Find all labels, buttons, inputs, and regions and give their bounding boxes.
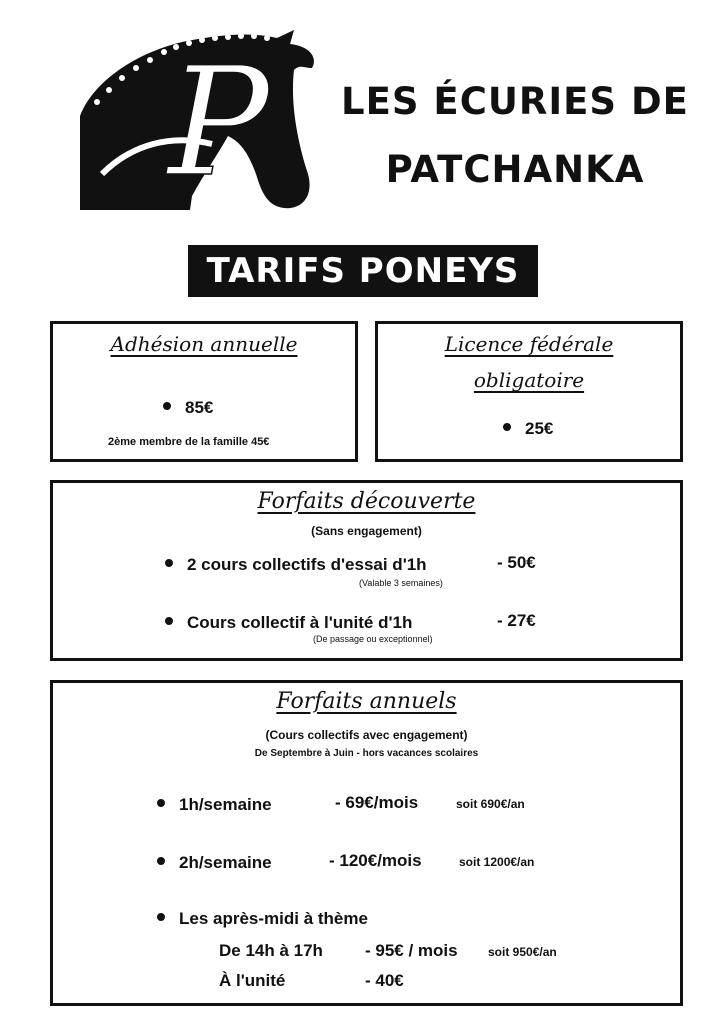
annuels-item-price: - 120€/mois: [329, 851, 422, 870]
horse-head-logo-icon: [72, 24, 322, 216]
decouverte-item-price: - 27€: [497, 611, 536, 630]
annuels-period: De Septembre à Juin - hors vacances scolaires: [254, 748, 479, 759]
licence-title-line2: obligatoire: [473, 368, 585, 392]
theme-row-note: soit 950€/an: [488, 945, 557, 959]
annuels-item-label: 1h/semaine: [179, 795, 272, 814]
page-title-line2: PATCHANKA: [385, 148, 645, 191]
theme-row-label: De 14h à 17h: [219, 941, 323, 960]
licence-title-line1: Licence fédérale: [444, 332, 614, 356]
annuels-box: [50, 680, 683, 1006]
bullet-icon: [157, 913, 165, 921]
decouverte-item-note: (De passage ou exceptionnel): [313, 634, 433, 644]
bullet-icon: [165, 559, 173, 567]
theme-label: Les après-midi à thème: [179, 909, 368, 928]
decouverte-item: [165, 555, 427, 575]
theme-row-label: À l'unité: [219, 971, 286, 990]
adhesion-price: 85€: [185, 398, 214, 417]
decouverte-item-price: - 50€: [497, 553, 536, 572]
decouverte-item-label: Cours collectif à l'unité d'1h: [187, 613, 413, 632]
logo-letter: P: [168, 36, 269, 210]
decouverte-title: Forfaits découverte: [257, 489, 476, 514]
adhesion-price-item: [163, 398, 213, 418]
annuels-subtitle: (Cours collectifs avec engagement): [265, 728, 468, 742]
decouverte-item: [165, 613, 412, 633]
decouverte-item-note: (Valable 3 semaines): [359, 578, 443, 588]
theme-row-price: - 40€: [365, 971, 404, 990]
annuels-item: [157, 795, 272, 815]
decouverte-item-label: 2 cours collectifs d'essai d'1h: [187, 555, 427, 574]
bullet-icon: [163, 402, 171, 410]
bullet-icon: [157, 799, 165, 807]
bullet-icon: [503, 423, 511, 431]
licence-price: 25€: [525, 419, 554, 438]
annuels-item-note: soit 690€/an: [456, 797, 525, 811]
adhesion-title: Adhésion annuelle: [110, 332, 298, 356]
adhesion-note: 2ème membre de la famille 45€: [108, 436, 270, 448]
annuels-item-note: soit 1200€/an: [459, 855, 535, 869]
annuels-item: [157, 853, 272, 873]
theme-item: [157, 909, 368, 929]
decouverte-subtitle: (Sans engagement): [311, 524, 422, 538]
annuels-item-price: - 69€/mois: [335, 793, 419, 812]
annuels-title: Forfaits annuels: [276, 689, 457, 714]
page-title-line1: LES ÉCURIES DE: [341, 80, 689, 123]
theme-row-price: - 95€ / mois: [365, 941, 458, 960]
tarifs-banner: TARIFS PONEYS: [188, 245, 538, 297]
bullet-icon: [157, 857, 165, 865]
adhesion-box: [50, 321, 358, 462]
bullet-icon: [165, 617, 173, 625]
annuels-item-label: 2h/semaine: [179, 853, 272, 872]
licence-price-item: [503, 419, 553, 439]
decouverte-box: [50, 480, 683, 661]
licence-box: [375, 321, 683, 462]
